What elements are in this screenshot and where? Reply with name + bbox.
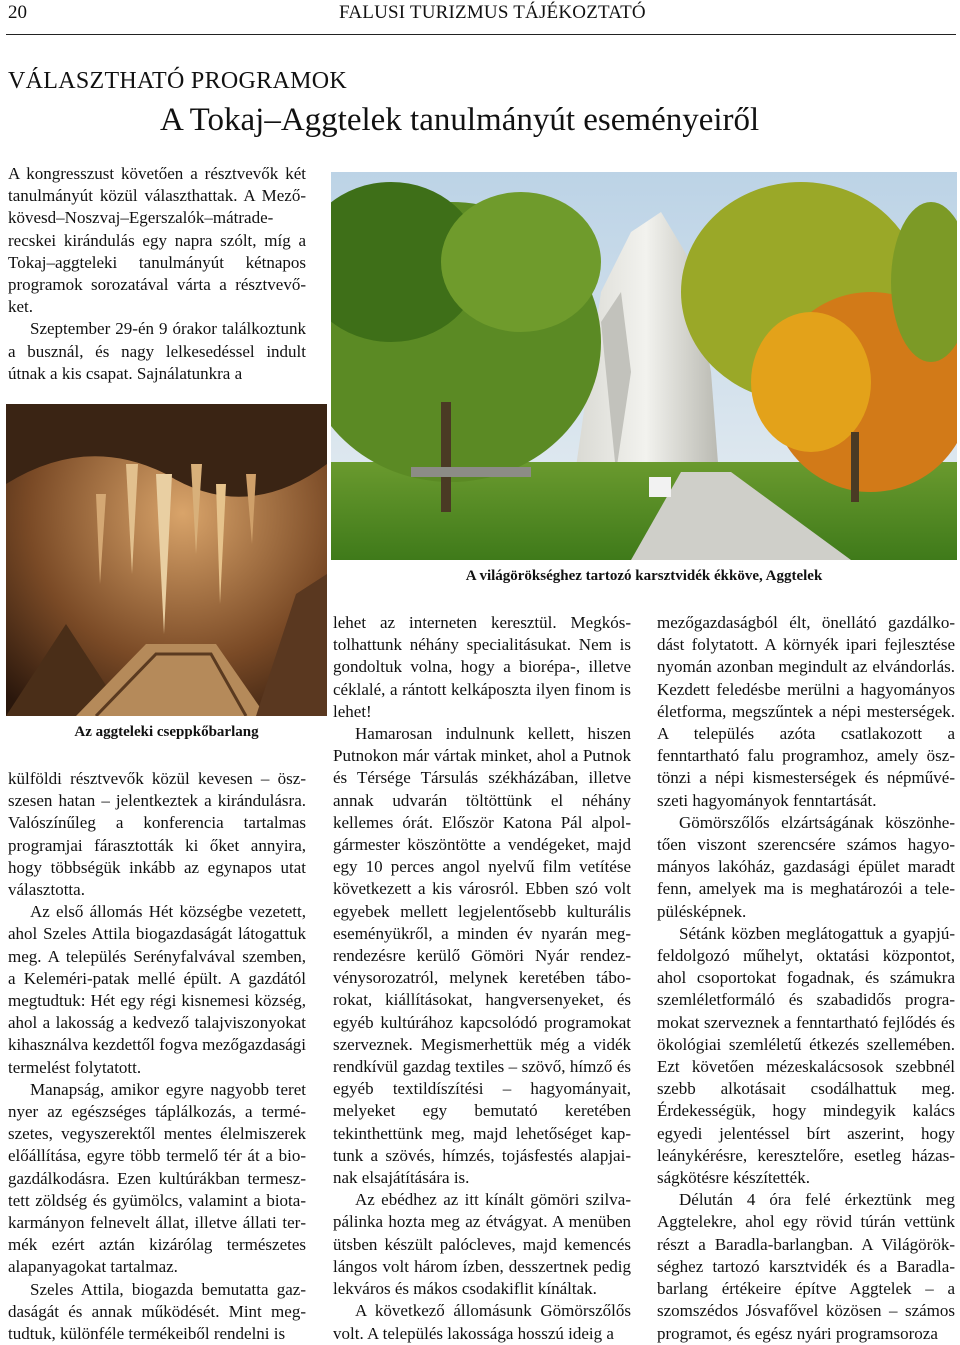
body-paragraph: Délután 4 óra felé érkeztünk meg Aggtelekre, ahol egy rövid túrán vettünk részt a Baradla-barlangban. A Világörökséghez tartozó karsztvidék és a Baradlabarlang értékeire építve Aggtelek – a szomszédos Jósvafővel közösen – számos programot, és egész nyári programsoroza bbox=[657, 1190, 955, 1343]
page-number: 20 bbox=[8, 2, 27, 23]
body-paragraph: Gömörszőlős elzártságának köszönhetően viszont szerencsére számos hagyományos lakóház, gazdasági épület maradt fenn, amelyek ma is meghatározói a településképnek. bbox=[657, 812, 955, 921]
body-paragraph: lehet az interneten keresztül. Megkóstolhattunk néhány specialitásukat. Nem is gondoltuk volna, hogy a biorépa-, illetve céklalé, a rántott kelkáposzta ilyen finom is lehet! bbox=[333, 613, 631, 721]
landscape-photo bbox=[331, 172, 957, 560]
intro-paragraph: A kongresszust követően a résztvevők két tanulmányút közül választhattak. A Mezőkövesd–Noszvaj–Egerszalók–mátraderecskei kirándulás egy napra szólt, míg a Tokaj–aggteleki tanulmányút kétnapos programok sorozatával várta a résztvevőket. bbox=[8, 164, 306, 317]
body-paragraph: Sétánk közben meglátogattuk a gyapjúfeldolgozó műhelyt, oktatási központot, ahol csoportokat fogadnak, és számukra szemléletformáló és szabadidős programokat szerveznek a fenntartható fejlődés és ökológiai szemléletű étkezés szellemében. Ezt követően mézeskalácsosok szebbnél szebb alkotásait csodálhattuk meg. Érdekességük, hogy mindegyik kalács egyedi jelentéssel bírt aszerint, hogy leánykérésre, keresztelőre, esetleg házasságkötésre készítették. bbox=[657, 923, 955, 1188]
body-paragraph: Az ebédhez az itt kínált gömöri szilvapálinka hozta meg az étvágyat. A menüben ütsben készült palócleves, majd kemencés lángos volt három ízben, desszertnek pedig lekváros és mákos csodakiflit kínáltak. bbox=[333, 1190, 631, 1299]
column-1 bbox=[8, 768, 306, 1345]
body-paragraph: Manapság, amikor egyre nagyobb teret nyer az egészséges táplálkozás, a természetes, vegyszerektől mentes élelmiszerek előállítása, egyre több termelő tér át a biogazdálkodásra. Ezen kultúrákban termesztett zöldség és gyümölcs, valamint a biotakarmányon felnevelt állat, illetve állati termék ezért aztán kizárólag természetes alapanyagokat tartalmaz. bbox=[8, 1079, 306, 1277]
cave-photo-image bbox=[6, 404, 327, 716]
body-paragraph: Az első állomás Hét községbe vezetett, ahol Szeles Attila biogazdaságát látogattuk meg. A település Serényfalvával szemben, a Keleméri-patak mellé épült. A gazdától megtudtuk: Hét egy régi kisnemesi község, ahol a lakosság a kedvező talajviszonyokat kihasználva kezdettől fogva mezőgazdasági termelést folytatott. bbox=[8, 902, 306, 1077]
body-paragraph: külföldi résztvevők közül kevesen – öszszesen hatan – jelentkeztek a kirándulásra. Valószínűleg a konferencia tartalmas programjai fárasztották ki őket annyira, hogy többségük inkább az egynapos utat választotta. bbox=[8, 769, 306, 900]
body-paragraph: Hamarosan indulnunk kellett, hiszen Putnokon már vártak minket, ahol a Putnok és Térsége Társulás székházában, illetve annak udvarán töltöttünk el néhány kellemes órát. Először Katona Pál alpolgármester köszöntötte a vendégeket, majd egy 10 perces angol nyelvű film vetítése következett a kis városról. Ebben szó volt egyebek mellett legjelentősebb kulturális eseményükről, a minden év nyarán megrendezésre kerülő Gömöri Nyár rendezvénysorozatról, melynek keretében táborokat, kiállításokat, hangversenyeket, és egyéb kultúrához kapcsolódó programokat szerveznek. Megismerhettük még a vidék rendkívül gazdag textiles – szövő, hímző és egyéb textildíszítési – hagyományait, melyeket egy bemutató keretében tekinthettünk meg, majd lehetőséget kaptunk a szövés, hímzés, tojásfestés alapjainak elsajátítására is. bbox=[333, 724, 631, 1188]
article-headline: A Tokaj–Aggtelek tanulmányút eseményeiről bbox=[160, 102, 760, 138]
cave-photo bbox=[6, 404, 327, 716]
body-paragraph: Szeles Attila, biogazda bemutatta gazdaságát és annak működését. Mint megtudtuk, különféle termékeiből rendelni is bbox=[8, 1279, 306, 1344]
body-paragraph: mezőgazdaságból élt, önellátó gazdálkodást folytatott. A környék ipari fejlesztése nyomán azonban megindult az elvándorlás. Kezdett feledésbe merülni a hagyományos életforma, megszűntek a népi mesterségek. A település azóta csatlakozott a fenntartható falu programhoz, amely ösztönzi a népi kismesterségek és népművészeti hagyományok fenntartását. bbox=[657, 613, 955, 810]
column-3 bbox=[657, 612, 955, 1345]
running-header bbox=[6, 0, 956, 35]
landscape-caption: A világörökséghez tartozó karsztvidék ékköve, Aggtelek bbox=[465, 568, 823, 584]
publication-title: FALUSI TURIZMUS TÁJÉKOZTATÓ bbox=[339, 2, 646, 23]
intro-text bbox=[8, 163, 306, 385]
intro-paragraph: Szeptember 29-én 9 órakor találkoztunk a busznál, és nagy lelkesedéssel indult útnak a kis csapat. Sajnálatunkra a bbox=[8, 319, 306, 383]
landscape-photo-image bbox=[331, 172, 957, 560]
section-label: VÁLASZTHATÓ PROGRAMOK bbox=[8, 68, 347, 94]
cave-caption: Az aggteleki cseppkőbarlang bbox=[74, 724, 259, 740]
body-paragraph: A következő állomásunk Gömörszőlős volt. A település lakossága hosszú ideig a bbox=[333, 1301, 631, 1343]
column-2 bbox=[333, 612, 631, 1345]
